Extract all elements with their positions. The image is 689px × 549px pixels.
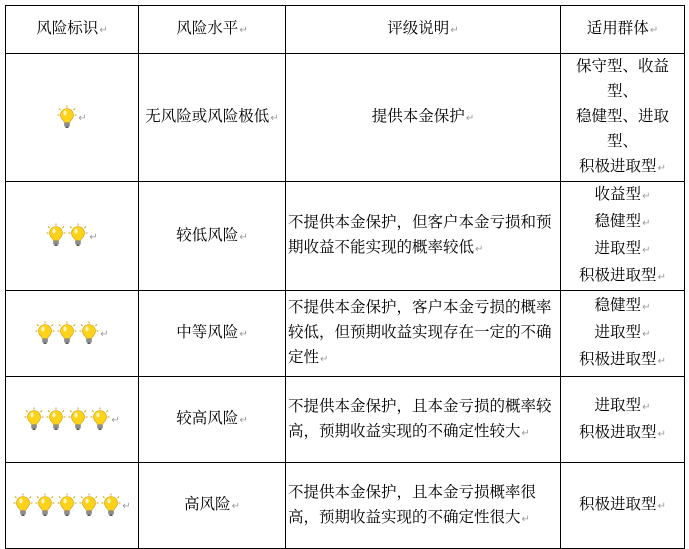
paragraph-mark: ↵ [642, 245, 651, 256]
risk-rating-table [5, 5, 685, 549]
rating-description-cell [286, 182, 561, 291]
risk-icon-cell [6, 291, 139, 377]
applicable-group-item: 收益型↵ [594, 185, 651, 203]
light-bulb-icon [79, 493, 99, 517]
risk-level-cell [139, 463, 286, 549]
risk-row [6, 54, 685, 182]
paragraph-mark: ↵ [320, 354, 329, 365]
paragraph-mark: ↵ [231, 501, 240, 512]
rating-description-text: 不提供本金保护，客户本金亏损的概率较低，但预期收益实现存在一定的不确定性 [288, 298, 552, 366]
rating-description-text: 不提供本金保护，且本金亏损的概率较高，预期收益实现的不确定性较大 [288, 396, 552, 440]
header-applicable-group: 适用群体↵ [561, 6, 685, 54]
light-bulb-icon [35, 493, 55, 517]
paragraph-mark: ↵ [642, 218, 651, 229]
applicable-group-cell [561, 182, 685, 291]
paragraph-mark: ↵ [111, 415, 120, 426]
applicable-group-item: 积极进取型↵ [579, 495, 666, 513]
rating-description-cell [286, 291, 561, 377]
paragraph-mark: ↵ [657, 501, 666, 512]
risk-icon-cell [6, 463, 139, 549]
light-bulb-icon [68, 407, 88, 431]
risk-bulbs [57, 105, 77, 129]
light-bulb-icon [57, 105, 77, 129]
risk-level-cell [139, 54, 286, 182]
paragraph-mark: ↵ [521, 427, 530, 439]
paragraph-mark: ↵ [78, 113, 87, 124]
light-bulb-icon [13, 493, 33, 517]
risk-bulbs [13, 493, 121, 517]
applicable-group-cell [561, 291, 685, 377]
risk-level-cell [139, 377, 286, 463]
light-bulb-icon [101, 493, 121, 517]
risk-level-cell [139, 291, 286, 377]
paragraph-mark: ↵ [521, 513, 530, 525]
risk-icon-cell [6, 377, 139, 463]
header-risk-icon: 风险标识↵ [6, 6, 139, 54]
light-bulb-icon [79, 321, 99, 345]
risk-bulbs [24, 407, 110, 431]
rating-description-cell [286, 54, 561, 182]
header-risk-level: 风险水平↵ [139, 6, 286, 54]
paragraph-mark: ↵ [642, 191, 651, 202]
paragraph-mark: ↵ [89, 231, 98, 243]
paragraph-mark: ↵ [642, 401, 651, 413]
applicable-group-item: 保守型、收益型、 [575, 57, 669, 100]
paragraph-mark: ↵ [122, 501, 131, 512]
paragraph-mark: ↵ [100, 329, 109, 340]
paragraph-mark: ↵ [657, 272, 666, 283]
paragraph-mark: ↵ [239, 231, 248, 243]
applicable-group-item: 稳健型、进取型、 [575, 107, 669, 150]
risk-row [6, 291, 685, 377]
light-bulb-icon [90, 407, 110, 431]
applicable-group-item: 积极进取型↵ [579, 157, 666, 175]
light-bulb-icon [68, 223, 88, 247]
risk-row [6, 463, 685, 549]
header-row [6, 6, 685, 54]
risk-level-text: 较高风险 [176, 409, 239, 427]
paragraph-mark: ↵ [657, 356, 666, 367]
applicable-group-cell [561, 54, 685, 182]
paragraph-mark: ↵ [642, 302, 651, 313]
paragraph-mark: ↵ [270, 113, 279, 124]
risk-bulbs [46, 223, 88, 247]
risk-level-text: 高风险 [184, 495, 231, 513]
applicable-group-item: 积极进取型↵ [579, 266, 666, 284]
applicable-group-cell [561, 463, 685, 549]
light-bulb-icon [46, 223, 66, 247]
risk-bulbs [35, 321, 99, 345]
applicable-group-item: 进取型↵ [594, 395, 651, 414]
header-rating-description: 评级说明↵ [286, 6, 561, 54]
applicable-group-item: 进取型↵ [594, 323, 651, 341]
paragraph-mark: ↵ [465, 113, 475, 124]
light-bulb-icon [46, 407, 66, 431]
rating-description-cell [286, 463, 561, 549]
applicable-group-item: 稳健型↵ [594, 296, 651, 314]
paragraph-mark: ↵ [239, 329, 248, 340]
rating-description-text: 提供本金保护 [371, 107, 465, 125]
rating-description-text: 不提供本金保护，且本金亏损概率很高，预期收益实现的不确定性很大 [288, 482, 537, 526]
light-bulb-icon [57, 321, 77, 345]
rating-description-cell [286, 377, 561, 463]
paragraph-mark: ↵ [239, 415, 248, 426]
paragraph-mark: ↵ [475, 244, 484, 255]
applicable-group-item: 稳健型↵ [594, 212, 651, 230]
applicable-group-item: 进取型↵ [594, 239, 651, 257]
applicable-group-cell [561, 377, 685, 463]
light-bulb-icon [24, 407, 44, 431]
risk-level-cell [139, 182, 286, 291]
risk-icon-cell [6, 54, 139, 182]
risk-row [6, 182, 685, 291]
risk-level-text: 中等风险 [176, 323, 239, 341]
rating-description-text: 不提供本金保护，但客户本金亏损和预期收益不能实现的概率较低 [288, 213, 552, 256]
paragraph-mark: ↵ [657, 163, 666, 174]
risk-row [6, 377, 685, 463]
risk-level-text: 较低风险 [176, 225, 239, 244]
risk-icon-cell [6, 182, 139, 291]
paragraph-mark: ↵ [642, 329, 651, 340]
risk-level-text: 无风险或风险极低 [145, 107, 270, 125]
paragraph-mark: ↵ [657, 428, 666, 440]
applicable-group-item: 积极进取型↵ [579, 350, 666, 368]
applicable-group-item: 积极进取型↵ [579, 422, 666, 441]
light-bulb-icon [35, 321, 55, 345]
light-bulb-icon [57, 493, 77, 517]
